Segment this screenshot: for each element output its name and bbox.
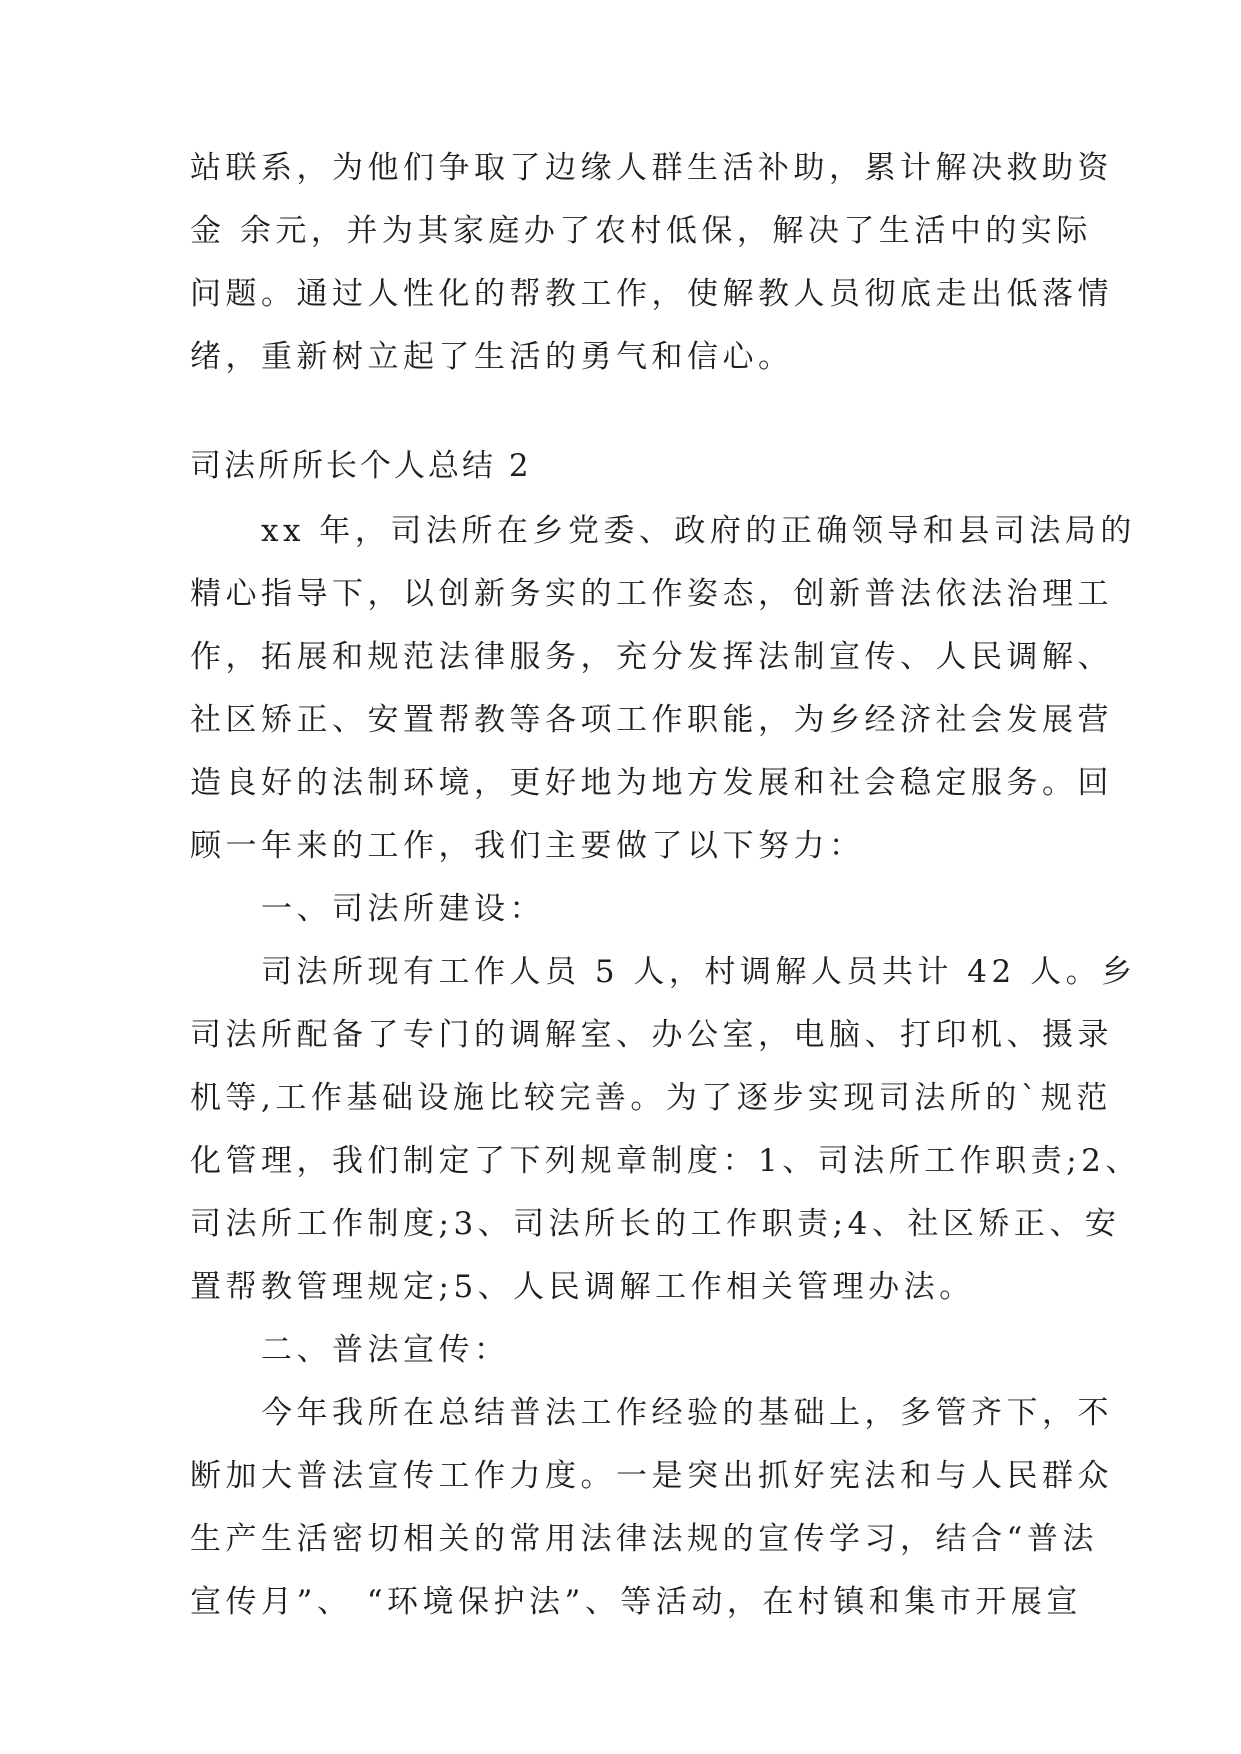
intro-line-1: 站联系，为他们争取了边缘人群生活补助，累计解决救助资: [190, 150, 1113, 186]
body-line: 化管理，我们制定了下列规章制度：1、司法所工作职责;2、: [190, 1143, 1141, 1179]
body-line: 司法所配备了专门的调解室、办公室，电脑、打印机、摄录: [190, 1017, 1113, 1053]
body-line: 断加大普法宣传工作力度。一是突出抓好宪法和与人民群众: [190, 1458, 1113, 1494]
body-line: 顾一年来的工作，我们主要做了以下努力：: [190, 828, 865, 864]
body-line: 机等,工作基础设施比较完善。为了逐步实现司法所的`规范: [190, 1080, 1112, 1116]
body-line: 司法所现有工作人员 5 人，村调解人员共计 42 人。乡: [190, 954, 1137, 990]
body-line: 今年我所在总结普法工作经验的基础上，多管齐下，不: [190, 1395, 1113, 1431]
intro-line-2: 金 余元，并为其家庭办了农村低保，解决了生活中的实际: [190, 213, 1092, 249]
body-line: 造良好的法制环境，更好地为地方发展和社会稳定服务。回: [190, 765, 1113, 801]
section-title: 司法所所长个人总结 2: [190, 448, 532, 484]
subheading-1: 一、司法所建设：: [190, 891, 545, 927]
body-line: 作，拓展和规范法律服务，充分发挥法制宣传、人民调解、: [190, 639, 1113, 675]
body-line: 宣传月”、 “环境保护法”、等活动，在村镇和集市开展宣: [190, 1584, 1082, 1620]
intro-line-4: 绪，重新树立起了生活的勇气和信心。: [190, 339, 794, 375]
body-line: xx 年，司法所在乡党委、政府的正确领导和县司法局的: [190, 513, 1136, 549]
subheading-2: 二、普法宣传：: [190, 1332, 510, 1368]
body-line: 精心指导下，以创新务实的工作姿态，创新普法依法治理工: [190, 576, 1113, 612]
body-line: 生产生活密切相关的常用法律法规的宣传学习，结合“普法: [190, 1521, 1098, 1557]
body-line: 置帮教管理规定;5、人民调解工作相关管理办法。: [190, 1269, 975, 1305]
intro-line-3: 问题。通过人性化的帮教工作，使解教人员彻底走出低落情: [190, 276, 1113, 312]
body-line: 司法所工作制度;3、司法所长的工作职责;4、社区矫正、安: [190, 1206, 1121, 1242]
body-line: 社区矫正、安置帮教等各项工作职能，为乡经济社会发展营: [190, 702, 1113, 738]
